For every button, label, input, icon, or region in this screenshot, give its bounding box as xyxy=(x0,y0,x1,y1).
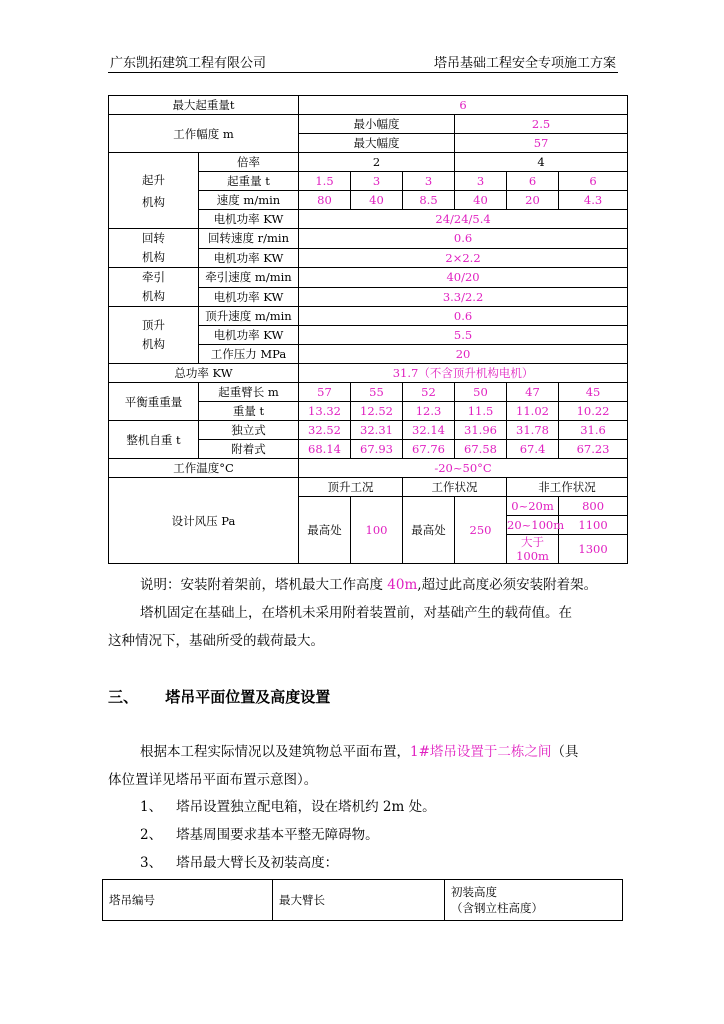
company-name: 广东凯拓建筑工程有限公司 xyxy=(110,56,267,71)
attached-label: 附着式 xyxy=(199,440,299,459)
free-cell: 32.31 xyxy=(351,421,403,440)
lift-cell: 6 xyxy=(559,172,628,191)
climb-pressure-value: 20 xyxy=(299,345,628,364)
speed-cell: 80 xyxy=(299,191,351,210)
climb-wind-value: 100 xyxy=(351,497,403,564)
ratio-b: 4 xyxy=(455,153,628,172)
col-crane-number: 塔吊编号 xyxy=(103,880,273,921)
trolley-power-label: 电机功率 KW xyxy=(199,287,299,307)
jib-cell: 52 xyxy=(403,383,455,402)
temp-value: -20~50°C xyxy=(299,459,628,478)
hoist-power-label: 电机功率 KW xyxy=(199,210,299,229)
col-max-jib: 最大臂长 xyxy=(273,880,445,921)
hoist-group-label: 起升 机构 xyxy=(109,153,199,229)
jib-cell: 47 xyxy=(507,383,559,402)
para2-line1 xyxy=(140,742,578,762)
free-label: 独立式 xyxy=(199,421,299,440)
lift-cell: 6 xyxy=(507,172,559,191)
work-range-label: 工作幅度 m xyxy=(109,115,299,153)
list-text: 塔吊最大臂长及初装高度： xyxy=(176,855,339,871)
list-number: 1、 xyxy=(140,799,163,815)
weight-cell: 10.22 xyxy=(559,402,628,421)
list-text: 塔吊设置独立配电箱，设在塔机约 2m 处。 xyxy=(176,799,436,815)
max-load-label: 最大起重量t xyxy=(109,96,299,115)
max-position-b: 最高处 xyxy=(403,497,455,564)
slew-speed-value: 0.6 xyxy=(299,229,628,249)
note-prefix: 说明：安装附着架前，塔机最大工作高度 xyxy=(140,577,388,593)
speed-cell: 8.5 xyxy=(403,191,455,210)
max-range-label: 最大幅度 xyxy=(299,134,455,153)
ratio-label: 倍率 xyxy=(199,153,299,172)
slew-group-label: 回转 机构 xyxy=(109,229,199,268)
para1-line1: 塔机固定在基础上，在塔机未采用附着装置前，对基础产生的载荷值。在 xyxy=(140,605,572,621)
min-range-value: 2.5 xyxy=(455,115,628,134)
free-cell: 31.78 xyxy=(507,421,559,440)
temp-label: 工作温度°C xyxy=(109,459,299,478)
hoist-power-value: 24/24/5.4 xyxy=(299,210,628,229)
attached-cell: 67.76 xyxy=(403,440,455,459)
lift-cell: 3 xyxy=(351,172,403,191)
col-initial-height-line2: （含钢立柱高度） xyxy=(451,901,543,915)
note-paragraph xyxy=(140,575,597,595)
wind-label: 设计风压 Pa xyxy=(109,478,299,564)
section-title: 塔吊平面位置及高度设置 xyxy=(165,688,331,706)
jib-cell: 55 xyxy=(351,383,403,402)
climb-group-label: 顶升 机构 xyxy=(109,307,199,364)
work-wind-value: 250 xyxy=(455,497,507,564)
weight-cell: 11.02 xyxy=(507,402,559,421)
climb-speed-value: 0.6 xyxy=(299,307,628,326)
total-power-value: 31.7（不含顶升机构电机） xyxy=(299,364,628,383)
list-item xyxy=(140,853,338,873)
list-text: 塔基周围要求基本平整无障碍物。 xyxy=(176,827,379,843)
note-suffix: ,超过此高度必须安装附着架。 xyxy=(417,577,598,593)
min-range-label: 最小幅度 xyxy=(299,115,455,134)
nonwork-range: 20~100m xyxy=(507,516,559,535)
para2-suffix: （具 xyxy=(551,744,579,760)
lift-label: 起重量 t xyxy=(199,172,299,191)
list-number: 2、 xyxy=(140,827,163,843)
free-cell: 31.96 xyxy=(455,421,507,440)
speed-label: 速度 m/min xyxy=(199,191,299,210)
weight-cell: 11.5 xyxy=(455,402,507,421)
nonwork-value: 1100 xyxy=(559,516,628,535)
nonwork-condition: 非工作状况 xyxy=(507,478,628,497)
free-cell: 31.6 xyxy=(559,421,628,440)
speed-cell: 4.3 xyxy=(559,191,628,210)
trolley-power-value: 3.3/2.2 xyxy=(299,287,628,307)
attached-cell: 67.58 xyxy=(455,440,507,459)
climb-condition: 顶升工况 xyxy=(299,478,403,497)
para2-prefix: 根据本工程实际情况以及建筑物总平面布置， xyxy=(140,744,410,760)
nonwork-value: 800 xyxy=(559,497,628,516)
jib-cell: 45 xyxy=(559,383,628,402)
counterweight-group-label: 平衡重重量 xyxy=(109,383,199,421)
climb-power-value: 5.5 xyxy=(299,326,628,345)
nonwork-range: 大于 100m xyxy=(507,535,559,564)
nonwork-range: 0~20m xyxy=(507,497,559,516)
para1-line2: 这种情况下，基础所受的载荷最大。 xyxy=(108,633,324,649)
list-item xyxy=(140,797,436,817)
weight-cell: 12.3 xyxy=(403,402,455,421)
total-power-label: 总功率 KW xyxy=(109,364,299,383)
jib-cell: 50 xyxy=(455,383,507,402)
col-initial-height xyxy=(445,880,623,921)
work-condition: 工作状况 xyxy=(403,478,507,497)
crane-height-table xyxy=(102,879,623,921)
attached-cell: 67.4 xyxy=(507,440,559,459)
lift-cell: 1.5 xyxy=(299,172,351,191)
trolley-speed-value: 40/20 xyxy=(299,268,628,288)
nonwork-value: 1300 xyxy=(559,535,628,564)
slew-speed-label: 回转速度 r/min xyxy=(199,229,299,249)
climb-power-label: 电机功率 KW xyxy=(199,326,299,345)
section-heading xyxy=(108,686,330,707)
lift-cell: 3 xyxy=(403,172,455,191)
jib-label: 起重臂长 m xyxy=(199,383,299,402)
list-item xyxy=(140,825,379,845)
attached-cell: 68.14 xyxy=(299,440,351,459)
ratio-a: 2 xyxy=(299,153,455,172)
max-range-value: 57 xyxy=(455,134,628,153)
para2-highlight: 1#塔吊设置于二栋之间 xyxy=(410,744,552,760)
max-position-a: 最高处 xyxy=(299,497,351,564)
trolley-group-label: 牵引 机构 xyxy=(109,268,199,307)
page-header xyxy=(108,50,618,73)
section-number: 三、 xyxy=(108,688,139,706)
col-initial-height-line1: 初装高度 xyxy=(451,885,497,899)
tower-crane-spec-table xyxy=(108,95,628,564)
max-load-value: 6 xyxy=(299,96,628,115)
trolley-speed-label: 牵引速度 m/min xyxy=(199,268,299,288)
free-cell: 32.14 xyxy=(403,421,455,440)
speed-cell: 40 xyxy=(351,191,403,210)
climb-speed-label: 顶升速度 m/min xyxy=(199,307,299,326)
lift-cell: 3 xyxy=(455,172,507,191)
climb-pressure-label: 工作压力 MPa xyxy=(199,345,299,364)
slew-power-value: 2×2.2 xyxy=(299,248,628,268)
free-cell: 32.52 xyxy=(299,421,351,440)
slew-power-label: 电机功率 KW xyxy=(199,248,299,268)
attached-cell: 67.23 xyxy=(559,440,628,459)
list-number: 3、 xyxy=(140,855,163,871)
speed-cell: 40 xyxy=(455,191,507,210)
jib-cell: 57 xyxy=(299,383,351,402)
weight-label: 重量 t xyxy=(199,402,299,421)
para2-line2: 体位置详见塔吊平面布置示意图）。 xyxy=(108,772,318,788)
weight-cell: 13.32 xyxy=(299,402,351,421)
document-title: 塔吊基础工程安全专项施工方案 xyxy=(433,56,616,71)
note-height: 40m xyxy=(387,577,418,593)
speed-cell: 20 xyxy=(507,191,559,210)
attached-cell: 67.93 xyxy=(351,440,403,459)
self-weight-group-label: 整机自重 t xyxy=(109,421,199,459)
weight-cell: 12.52 xyxy=(351,402,403,421)
